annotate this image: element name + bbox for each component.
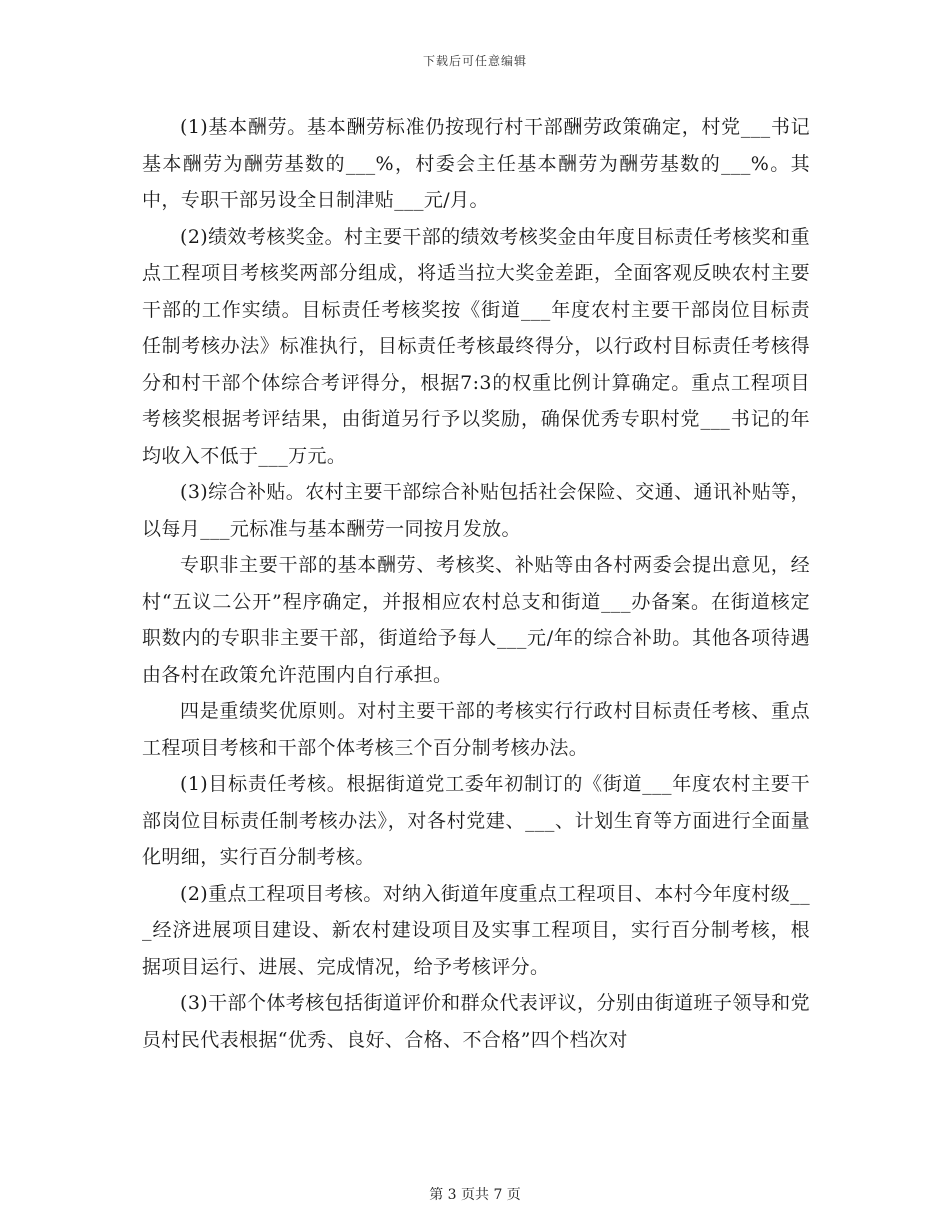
paragraph-performance-bonus: (2)绩效考核奖金。村主要干部的绩效考核奖金由年度目标责任考核奖和重点工程项目考核奖两部分组成，将适当拉大奖金差距，全面客观反映农村主要干部的工作实绩。目标责任考核奖按《街道___年度农村主要干部岗位目标责任制考核办法》标准执行，目标责任考核最终得分，以行政村目标责任考核得分和村干部个体综合考评得分，根据7:3的权重比例计算确定。重点工程项目考核奖根据考评结果，由街道另行予以奖励，确保优秀专职村党___书记的年均收入不低于___万元。: [142, 225, 810, 467]
document-body: [142, 109, 810, 1058]
paragraph-basic-pay: (1)基本酬劳。基本酬劳标准仍按现行村干部酬劳政策确定，村党___书记基本酬劳为酬劳基数的___%，村委会主任基本酬劳为酬劳基数的___%。其中，专职干部另设全日制津贴___元/月。: [142, 116, 810, 211]
page-footer: 第 3 页共 7 页: [429, 1187, 521, 1203]
paragraph-individual-assessment: (3)干部个体考核包括街道评价和群众代表评议，分别由街道班子领导和党员村民代表根据“优秀、良好、合格、不合格”四个档次对: [142, 992, 810, 1051]
paragraph-comprehensive-subsidy: (3)综合补贴。农村主要干部综合补贴包括社会保险、交通、通讯补贴等，以每月___元标准与基本酬劳一同按月发放。: [142, 481, 810, 540]
paragraph-principle-four: 四是重绩奖优原则。对村主要干部的考核实行行政村目标责任考核、重点工程项目考核和干部个体考核三个百分制考核办法。: [142, 700, 810, 759]
page-header: 下载后可任意编辑: [422, 54, 527, 68]
paragraph-project-assessment: (2)重点工程项目考核。对纳入街道年度重点工程项目、本村今年度村级___经济进展项目建设、新农村建设项目及实事工程项目，实行百分制考核，根据项目运行、进展、完成情况，给予考核评分。: [142, 882, 810, 978]
paragraph-non-main-cadres: 专职非主要干部的基本酬劳、考核奖、补贴等由各村两委会提出意见，经村“五议二公开”程序确定，并报相应农村总支和街道___办备案。在街道核定职数内的专职非主要干部，街道给予每人___元/年的综合补助。其他各项待遇由各村在政策允许范围内自行承担。: [142, 554, 810, 686]
paragraph-target-assessment: (1)目标责任考核。根据街道党工委年初制订的《街道___年度农村主要干部岗位目标责任制考核办法》，对各村党建、___、计划生育等方面进行全面量化明细，实行百分制考核。: [142, 773, 810, 868]
